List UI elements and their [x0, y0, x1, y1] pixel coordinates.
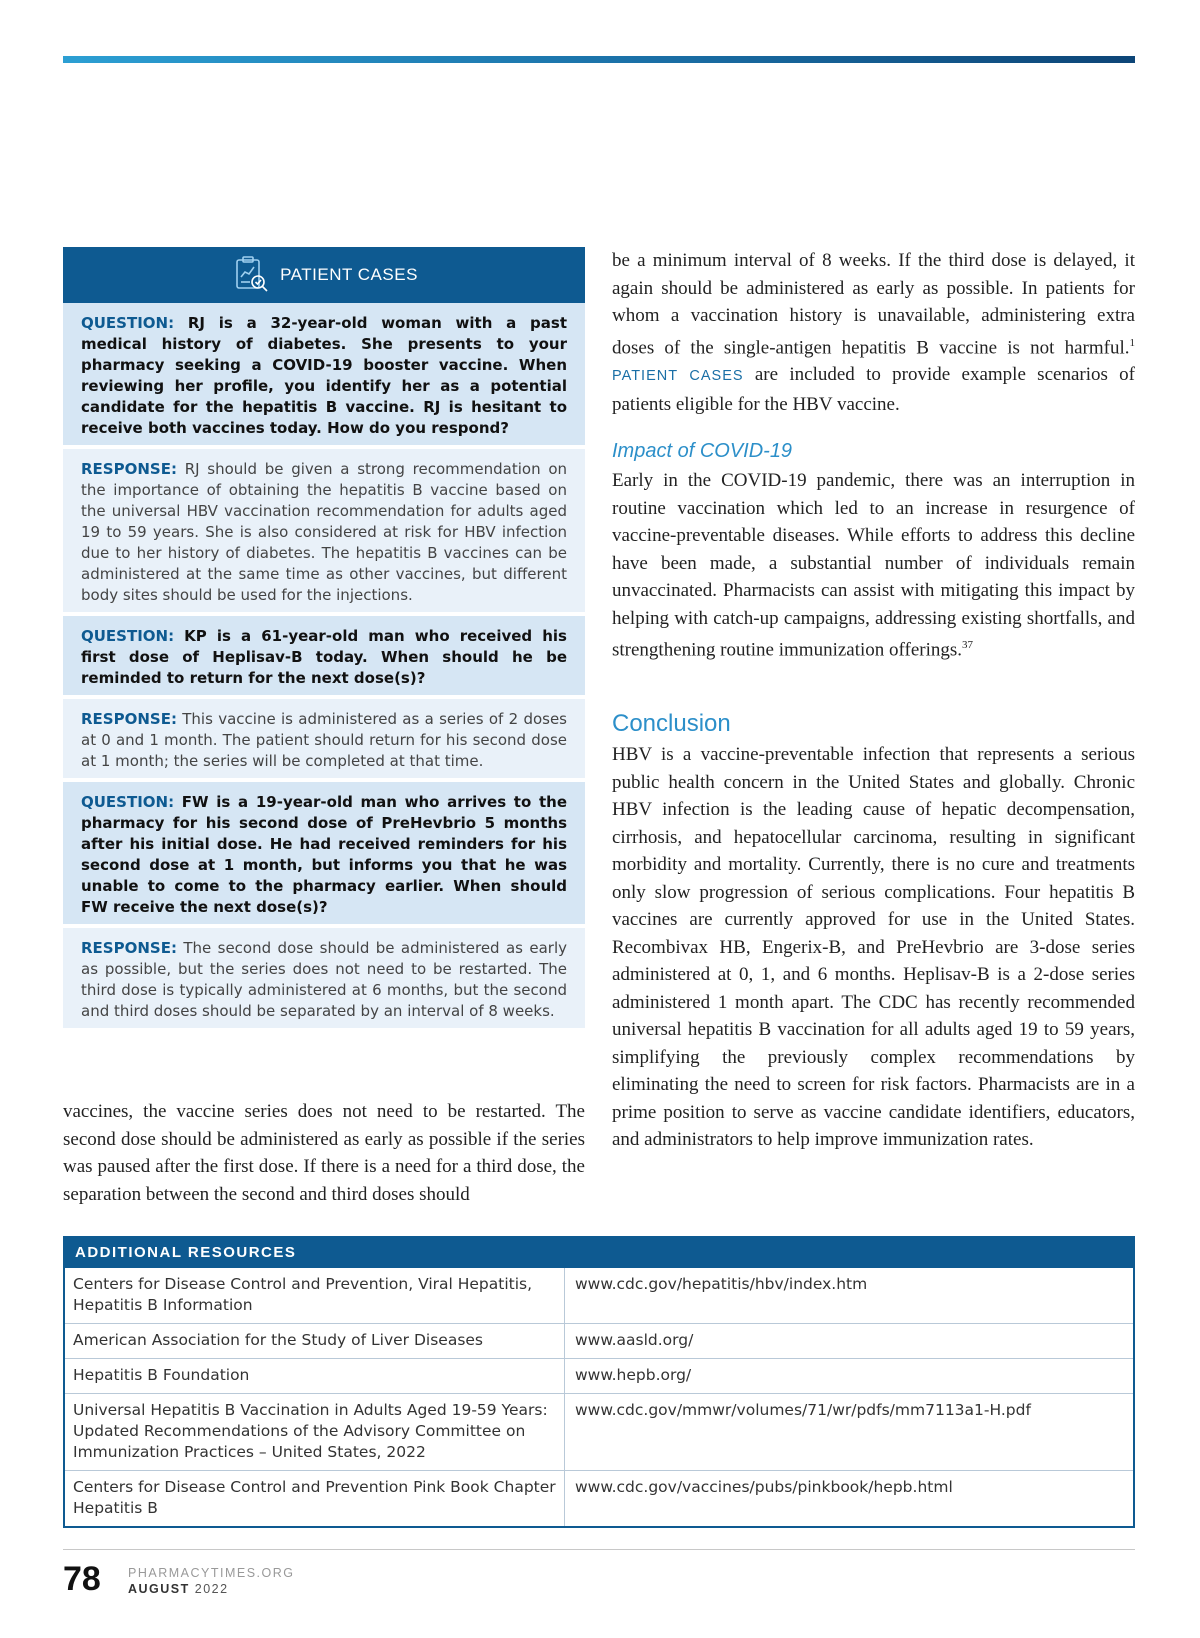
- footer-month: AUGUST: [128, 1582, 190, 1596]
- body-paragraph: vaccines, the vaccine series does not need to be restarted. The second dose should be administered as early as possible if the series was paused after the first dose. If there is a need for a third dose, the separation between the second and third doses should: [63, 1101, 585, 1205]
- body-paragraph: HBV is a vaccine-preventable infection that represents a serious public health concern in the United States and globally. Chronic HBV infection is the leading cause of hepatic decompensation, cirrhosis, and hepatocellular carcinoma, resulting in significant morbidity and mortality. Currently, there is no cure and treatments only slow progression of serious complications. Four hepatitis B vaccines are currently approved for use in the United States. Recombivax HB, Engerix-B, and PreHevbrio are 3-dose series administered at 0, 1, and 6 months. Heplisav-B is a 2-dose series administered 1 month apart. The CDC has recently recommended universal hepatitis B vaccination for all adults aged 19 to 59 years, simplifying the previously complex recommendations by eliminating the need to screen for risk factors. Pharmacists are in a prime position to serve as vaccine candidate identifiers, educators, and administrators to help improve immunization rates.: [612, 744, 1135, 1150]
- intro-text-cont: are included to provide example scenarios of patients eligible for the HBV vaccine.: [612, 364, 1136, 415]
- case-question: [63, 782, 585, 924]
- resource-row: [65, 1323, 1133, 1358]
- response-label: RESPONSE:: [81, 710, 177, 728]
- patient-cases-box: [63, 247, 585, 1032]
- question-label: QUESTION:: [81, 314, 175, 332]
- resource-row: [65, 1358, 1133, 1393]
- response-label: RESPONSE:: [81, 460, 177, 478]
- footer-site: PHARMACYTIMES.ORG: [128, 1566, 295, 1580]
- case-text: RJ is a 32-year-old woman with a past medical history of diabetes. She presents to your pharmacy seeking a COVID-19 booster vaccine. When reviewing her profile, you identify her as a potential candidate for the hepatitis B vaccine. RJ is hesitant to receive both vaccines today. How do you respond?: [81, 314, 567, 437]
- case-question: [63, 616, 585, 695]
- footer-rule: [63, 1549, 1135, 1550]
- body-paragraph: [612, 467, 1135, 664]
- case-text: The second dose should be administered as early as possible, but the series does not need to be restarted. The third dose is typically administered at 6 months, but the second and third doses should be separated by an interval of 8 weeks.: [81, 939, 567, 1020]
- resource-url-link[interactable]: www.cdc.gov/vaccines/pubs/pinkbook/hepb.html: [575, 1478, 953, 1496]
- resource-name: Centers for Disease Control and Prevention, Viral Hepatitis, Hepatitis B Information: [65, 1268, 565, 1323]
- resource-name: Centers for Disease Control and Prevention Pink Book Chapter Hepatitis B: [65, 1471, 565, 1526]
- conclusion-heading: Conclusion: [612, 710, 731, 737]
- footer-year: 2022: [194, 1582, 229, 1596]
- resource-row: [65, 1393, 1133, 1470]
- resource-name: Hepatitis B Foundation: [65, 1359, 565, 1393]
- covid-section: [612, 467, 1135, 664]
- patient-cases-header: [63, 247, 585, 303]
- resource-name: Universal Hepatitis B Vaccination in Adults Aged 19-59 Years: Updated Recommendations of the Advisory Committee on Immunization Practices – United States, 2022: [65, 1394, 565, 1470]
- covid-text: Early in the COVID-19 pandemic, there was an interruption in routine vaccination which led to an increase in resurgence of vaccine-preventable diseases. While efforts to address this decline have been made, a substantial number of individuals remain unvaccinated. Pharmacists can assist with mitigating this impact by helping with catch-up campaigns, addressing existing shortfalls, and strengthening routine immunization offerings.: [612, 470, 1135, 661]
- case-text: This vaccine is administered as a series of 2 doses at 0 and 1 month. The patient should return for his second dose at 1 month; the series will be completed at that time.: [81, 710, 567, 770]
- case-response: [63, 928, 585, 1028]
- case-response: [63, 449, 585, 612]
- footnote-ref: 37: [962, 639, 974, 651]
- page-number: 78: [63, 1560, 101, 1598]
- left-column-text: [63, 1098, 585, 1208]
- resource-url-link[interactable]: www.cdc.gov/hepatitis/hbv/index.htm: [575, 1275, 868, 1293]
- question-label: QUESTION:: [81, 627, 175, 645]
- right-column-intro: [612, 247, 1135, 418]
- additional-resources-table: [63, 1236, 1135, 1528]
- resource-name: American Association for the Study of Liver Diseases: [65, 1324, 565, 1358]
- case-response: [63, 699, 585, 778]
- resource-row: [65, 1470, 1133, 1526]
- patient-cases-title: PATIENT CASES: [280, 265, 418, 284]
- covid-heading: Impact of COVID-19: [612, 440, 793, 462]
- question-label: QUESTION:: [81, 793, 175, 811]
- top-accent-rule: [63, 56, 1135, 63]
- case-text: RJ should be given a strong recommendation on the importance of obtaining the hepatitis B vaccine based on the universal HBV vaccination recommendation for adults aged 19 to 59 years. She is also considered at risk for HBV infection due to her history of diabetes. The hepatitis B vaccines can be administered at the same time as other vaccines, but different body sites should be used for the injections.: [81, 460, 567, 604]
- patient-cases-reference: PATIENT CASES: [612, 368, 744, 385]
- footer-issue-date: [128, 1582, 229, 1596]
- resources-title: ADDITIONAL RESOURCES: [65, 1238, 1133, 1268]
- case-question: [63, 303, 585, 445]
- resource-row: [65, 1268, 1133, 1323]
- case-text: KP is a 61-year-old man who received his first dose of Heplisav-B today. When should he be reminded to return for the next dose(s)?: [81, 627, 567, 687]
- conclusion-section: [612, 741, 1135, 1154]
- body-paragraph: [612, 247, 1135, 418]
- clipboard-chart-icon: [230, 253, 270, 298]
- intro-text: be a minimum interval of 8 weeks. If the third dose is delayed, it again should be administered as early as possible. In patients for whom a vaccination history is unavailable, administering extra doses of the single-antigen hepatitis B vaccine is not harmful.: [612, 250, 1135, 358]
- case-text: FW is a 19-year-old man who arrives to the pharmacy for his second dose of PreHevbrio 5 months after his initial dose. He had received reminders for his second dose at 1 month, but informs you that he was unable to come to the pharmacy earlier. When should FW receive the next dose(s)?: [81, 793, 567, 916]
- response-label: RESPONSE:: [81, 939, 177, 957]
- resource-url-link[interactable]: www.cdc.gov/mmwr/volumes/71/wr/pdfs/mm7113a1-H.pdf: [575, 1401, 1031, 1419]
- resource-url-link[interactable]: www.aasld.org/: [575, 1331, 694, 1349]
- resource-url-link[interactable]: www.hepb.org/: [575, 1366, 692, 1384]
- footnote-ref: 1: [1129, 336, 1135, 349]
